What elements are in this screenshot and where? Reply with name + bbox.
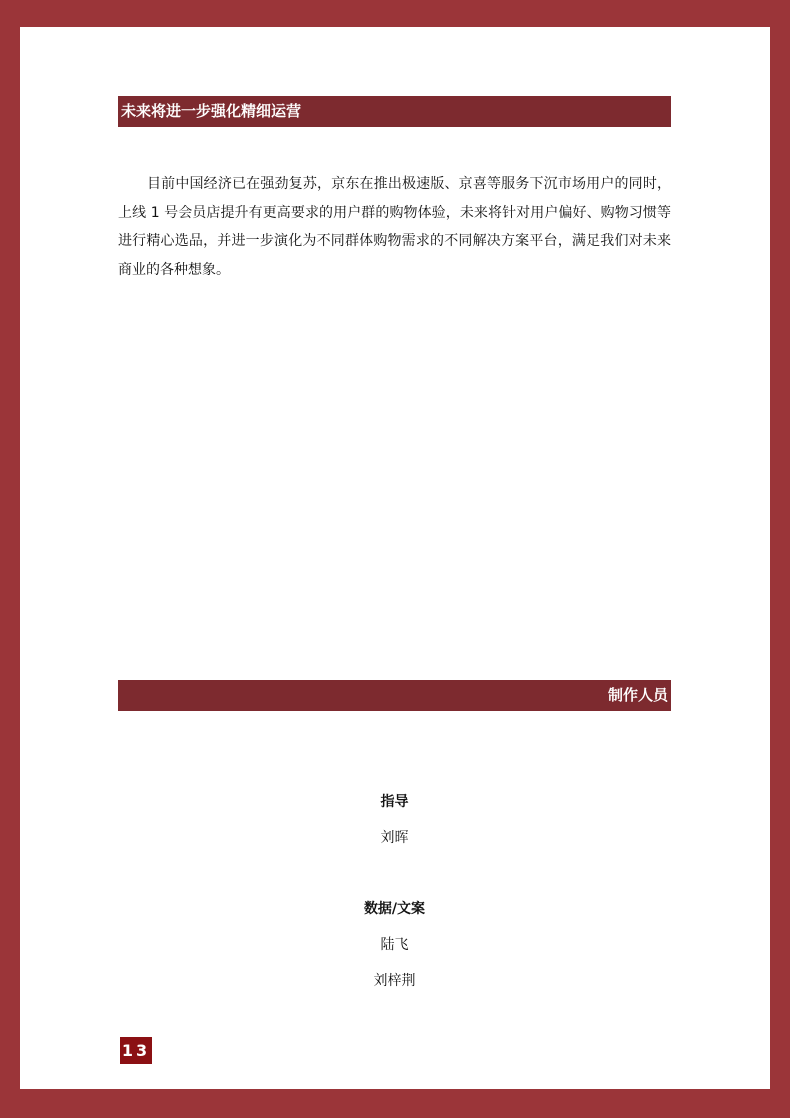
section-header-credits xyxy=(118,680,671,711)
section-title: 未来将进一步强化精细运营 xyxy=(121,102,302,120)
document-page xyxy=(20,27,770,1089)
page-number: 13 xyxy=(120,1037,152,1064)
credit-role: 数据/文案 xyxy=(363,901,426,917)
section-header-operations xyxy=(118,96,671,127)
credits-list xyxy=(118,789,671,994)
credit-group-advisor xyxy=(118,789,671,851)
credit-name: 刘梓荆 xyxy=(373,973,416,989)
credit-name: 刘晖 xyxy=(380,830,409,846)
body-paragraph: 目前中国经济已在强劲复苏，京东在推出极速版、京喜等服务下沉市场用户的同时，上线 1 号会员店提升有更高要求的用户群的购物体验，未来将针对用户偏好、购物习惯等进行精心选品，并进一步演化为不同群体购物需求的不同解决方案平台，满足我们对未来商业的各种想象。 xyxy=(118,176,671,278)
credit-group-data-copy xyxy=(118,896,671,994)
credit-name: 陆飞 xyxy=(380,937,409,953)
credit-role: 指导 xyxy=(380,794,409,810)
section-title: 制作人员 xyxy=(607,686,668,704)
